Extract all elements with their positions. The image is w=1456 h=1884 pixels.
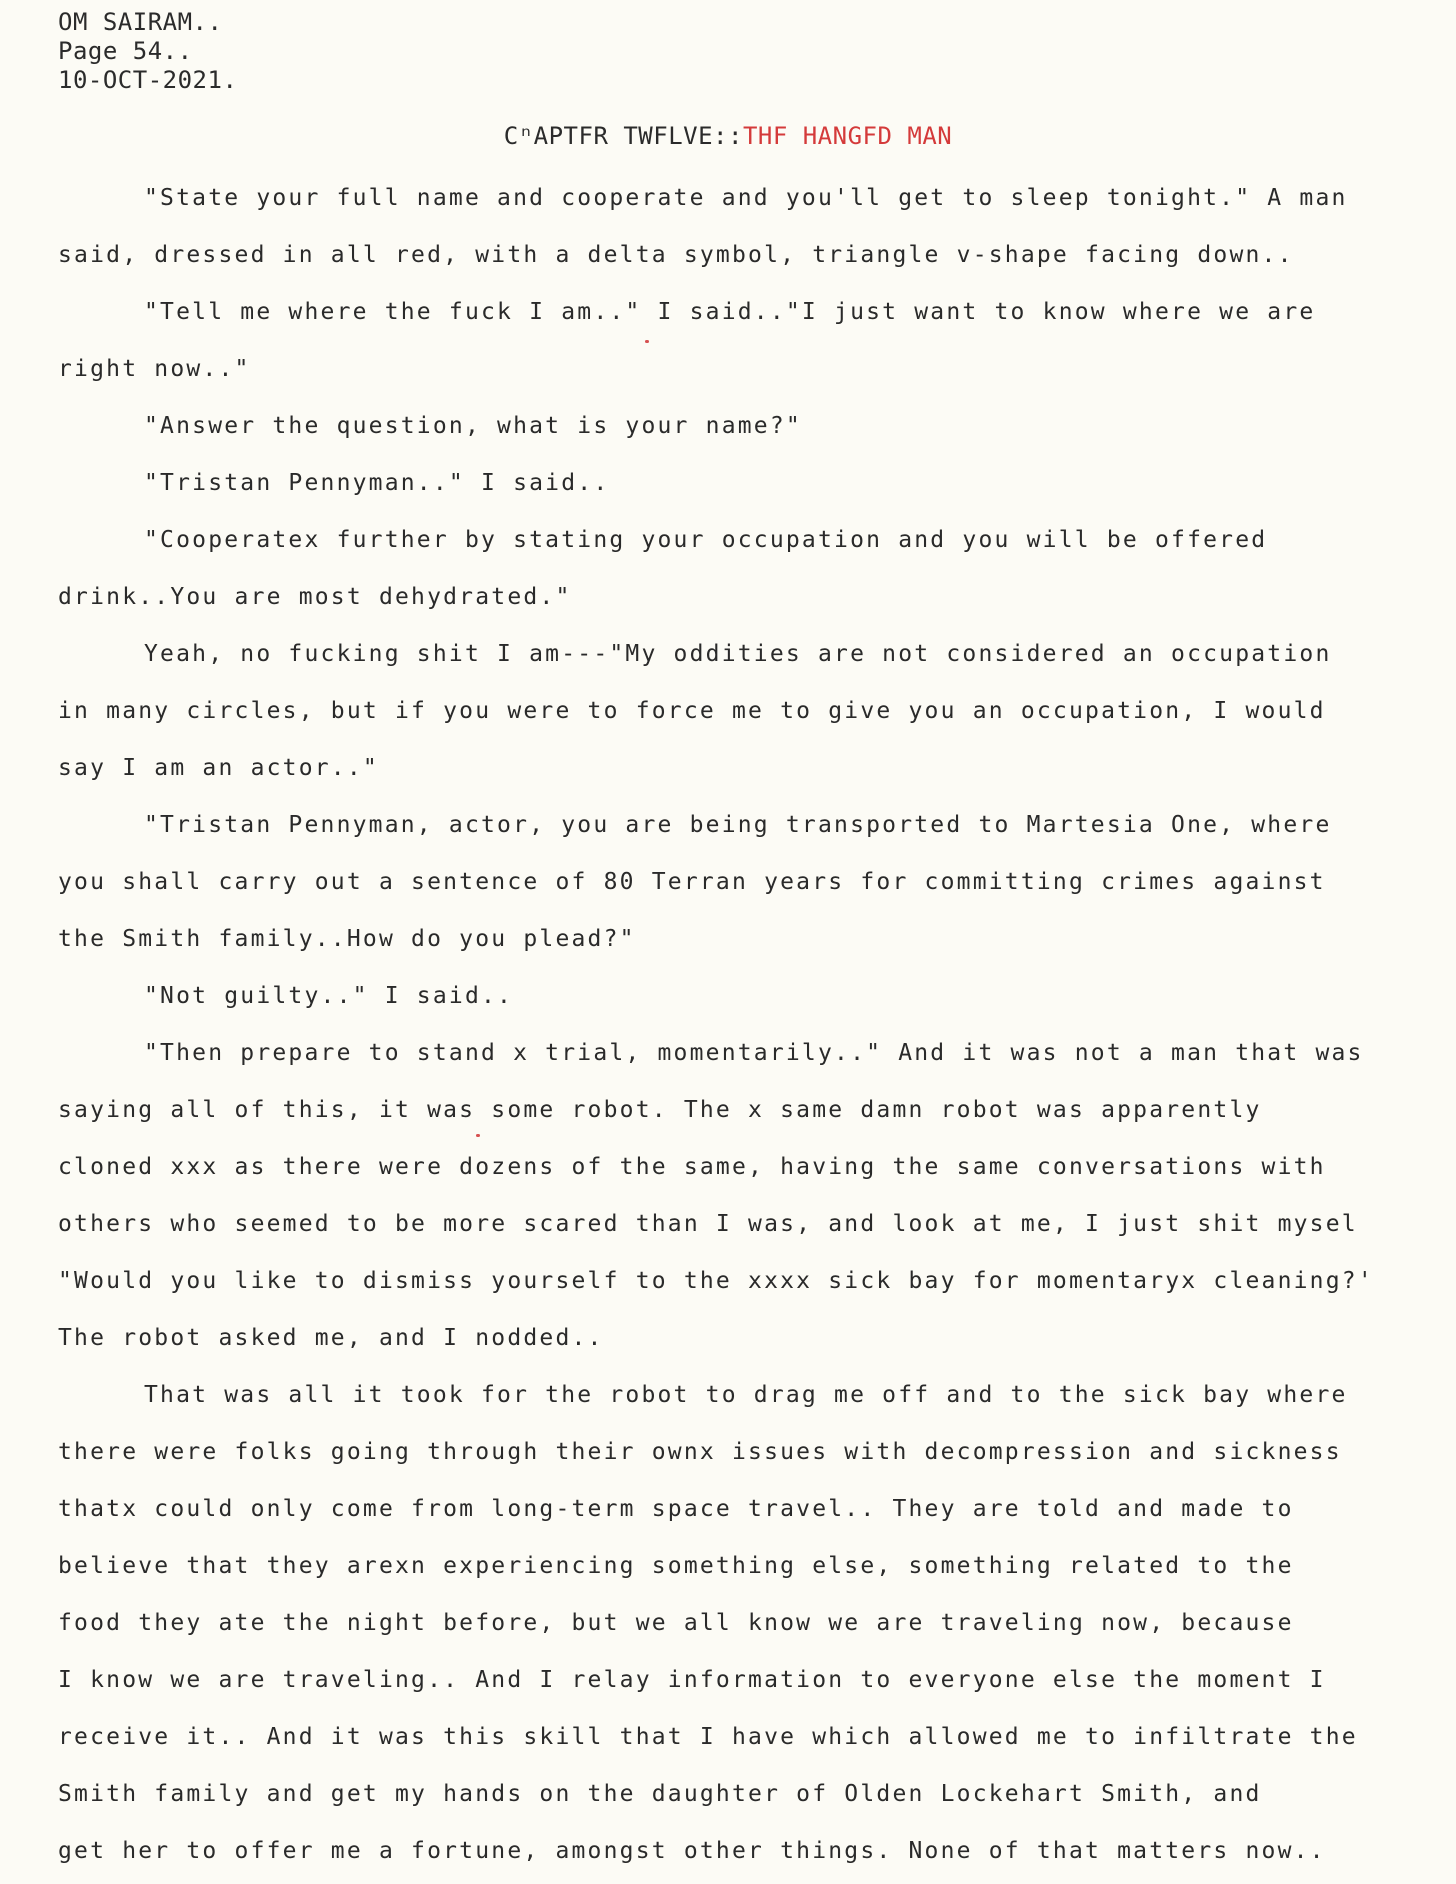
chapter-heading [0,122,1456,150]
chapter-title-text: THF HANGFD MAN [742,122,953,150]
text-line: get her to offer me a fortune, amongst other things. None of that matters now.. [58,1838,1326,1864]
text-line: "State your full name and cooperate and you'll get to sleep tonight." A man [144,185,1348,211]
text-line: "Tristan Pennyman.." I said.. [144,470,610,496]
text-line: saying all of this, it was some robot. The x same damn robot was apparently [58,1097,1262,1123]
text-line: said, dressed in all red, with a delta symbol, triangle v-shape facing down.. [58,242,1294,268]
text-line: That was all it took for the robot to drag me off and to the sick bay where [144,1382,1348,1408]
text-line: the Smith family..How do you plead?" [58,926,636,952]
text-line: right now.." [58,356,251,382]
text-line: Smith family and get my hands on the daughter of Olden Lockehart Smith, and [58,1781,1262,1807]
text-line: "Then prepare to stand x trial, momentarily.." And it was not a man that was [144,1040,1364,1066]
page-header [58,8,237,95]
text-line: receive it.. And it was this skill that I have which allowed me to infiltrate the [58,1724,1358,1750]
text-line: you shall carry out a sentence of 80 Terran years for committing crimes against [58,869,1326,895]
red-ink-mark [645,340,649,343]
header-date: 10-OCT-2021. [58,66,238,94]
text-line: "Answer the question, what is your name?" [144,413,802,439]
text-line: in many circles, but if you were to force me to give you an occupation, I would [58,698,1326,724]
header-line-1: OM SAIRAM.. [58,8,223,36]
text-line: food they ate the night before, but we all know we are traveling now, because [58,1610,1294,1636]
text-line: drink..You are most dehydrated." [58,584,572,610]
text-line: Yeah, no fucking shit I am---"My oddities are not considered an occupation [144,641,1332,667]
chapter-label: CⁿAPTFR TWFLVE:: [503,122,743,150]
text-line: "Tristan Pennyman, actor, you are being transported to Martesia One, where [144,812,1332,838]
text-line: "Tell me where the fuck I am.." I said.."I just want to know where we are [144,299,1316,325]
text-line: cloned xxx as there were dozens of the same, having the same conversations with [58,1154,1326,1180]
text-line: thatx could only come from long-term space travel.. They are told and made to [58,1496,1294,1522]
text-line: there were folks going through their ownx issues with decompression and sickness [58,1439,1342,1465]
manuscript-body [58,170,1438,1880]
text-line: say I am an actor.." [58,755,379,781]
text-line: believe that they arexn experiencing something else, something related to the [58,1553,1294,1579]
text-line: others who seemed to be more scared than I was, and look at me, I just shit mysel [58,1211,1358,1237]
text-line: "Would you like to dismiss yourself to the xxxx sick bay for momentaryx cleaning?' [58,1268,1374,1294]
text-line: I know we are traveling.. And I relay information to everyone else the moment I [58,1667,1326,1693]
text-line: "Cooperatex further by stating your occupation and you will be offered [144,527,1268,553]
red-ink-mark [476,1134,480,1137]
text-line: "Not guilty.." I said.. [144,983,514,1009]
text-line: The robot asked me, and I nodded.. [58,1325,604,1351]
header-page-number: Page 54.. [58,37,193,65]
